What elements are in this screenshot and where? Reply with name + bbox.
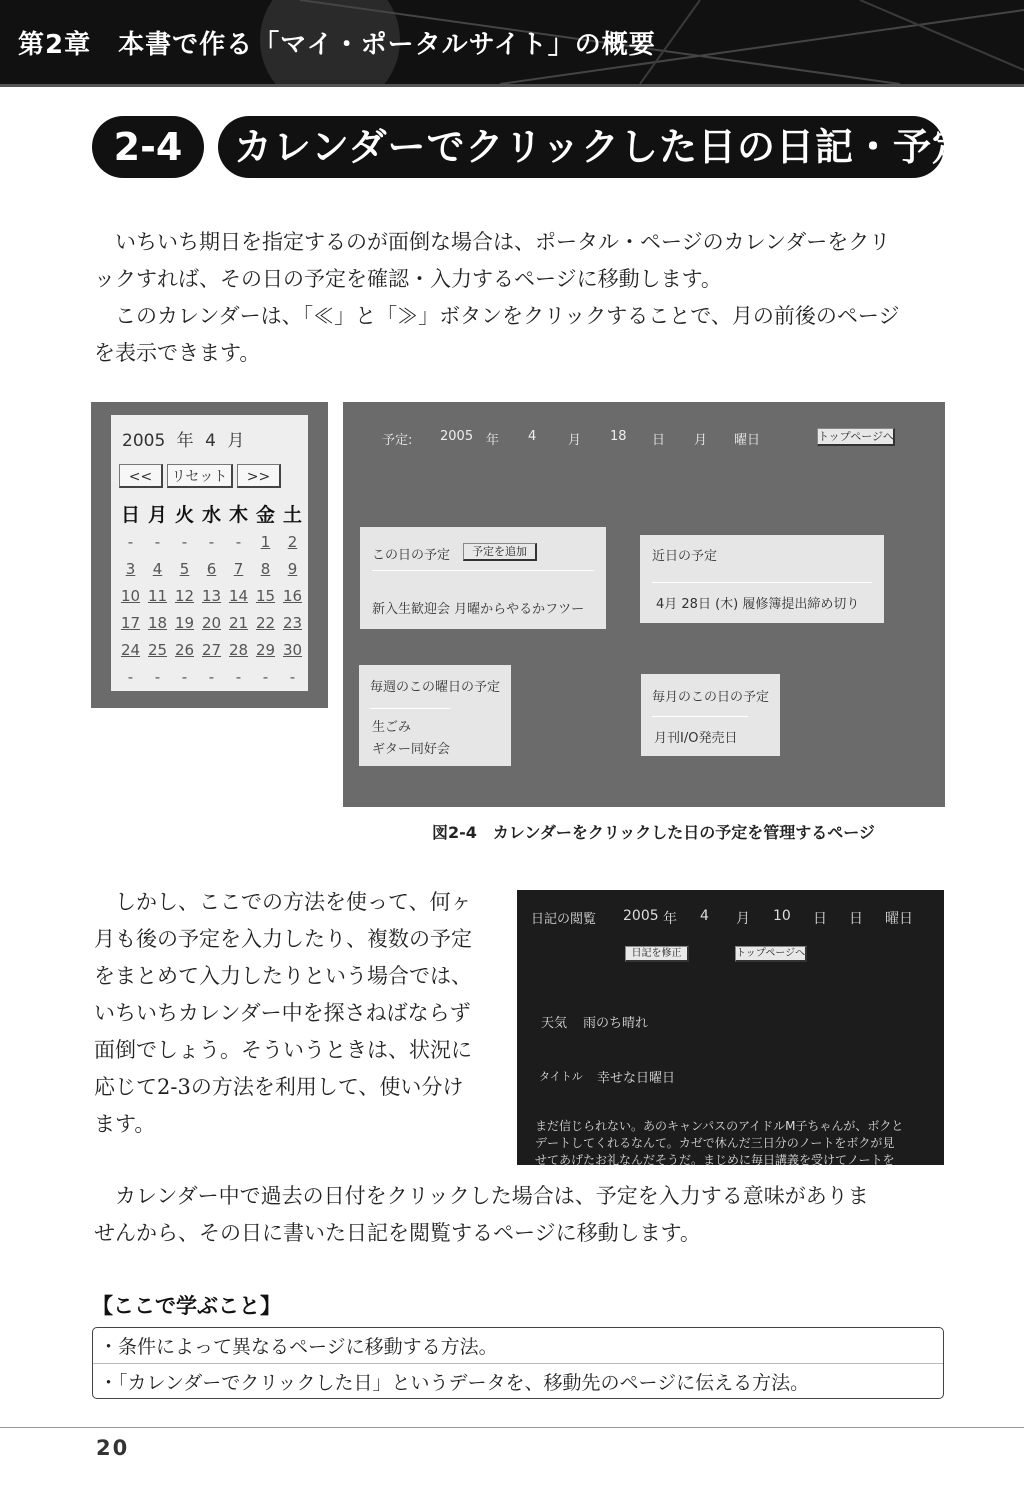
diary-body-line-2: デートしてくれるなんて。カゼで休んだ三日分のノートをボクが見 — [535, 1136, 895, 1150]
calendar-day-link[interactable]: 6 — [206, 559, 217, 578]
calendar-day-link[interactable]: 13 — [201, 586, 222, 605]
calendar-day-link[interactable]: 11 — [147, 586, 168, 605]
calendar-day-link[interactable]: 29 — [255, 640, 276, 659]
learn-item-2: ・「カレンダーでクリックした日」というデータを、移動先のページに伝える方法。 — [99, 1372, 810, 1394]
diary-year: 2005 — [623, 908, 659, 924]
calendar-day-link[interactable]: 18 — [147, 613, 168, 632]
calendar-empty-cell: - — [262, 667, 269, 686]
calendar-week-row — [117, 582, 306, 609]
weekly-schedule-item-2: ギター同好会 — [372, 742, 450, 757]
weather-label: 天気 — [541, 1016, 568, 1031]
calendar-day-link[interactable]: 7 — [233, 559, 244, 578]
upcoming-box-divider — [652, 582, 872, 583]
schedule-day: 18 — [610, 429, 627, 444]
calendar-day-link[interactable]: 24 — [120, 640, 141, 659]
schedule-top-page-button[interactable]: トップページへ — [817, 428, 895, 446]
calendar-week-row — [117, 663, 306, 690]
calendar-grid — [117, 498, 307, 690]
calendar-empty-cell: - — [208, 532, 215, 551]
weekly-schedule-title: 毎週のこの曜日の予定 — [370, 680, 501, 695]
calendar-day-link[interactable]: 15 — [255, 586, 276, 605]
intro-p1-line2: ックすれば、その日の予定を確認・入力するページに移動します。 — [94, 267, 722, 291]
calendar-empty-cell: - — [154, 532, 161, 551]
calendar-day-link[interactable]: 12 — [174, 586, 195, 605]
diary-day: 10 — [773, 908, 791, 924]
diary-year-unit: 年 — [663, 911, 677, 927]
diary-month-unit: 月 — [736, 911, 750, 927]
calendar-month-title — [122, 426, 244, 451]
today-schedule-item: 新入生歓迎会 月曜からやるかフツー — [372, 602, 585, 617]
side-line-2: 月も後の予定を入力したり、複数の予定 — [94, 927, 472, 951]
calendar-week-row — [117, 528, 306, 555]
outro-text — [94, 1178, 944, 1252]
schedule-label: 予定: — [382, 433, 413, 448]
calendar-empty-cell: - — [154, 667, 161, 686]
intro-text — [94, 224, 944, 372]
calendar-day-link[interactable]: 5 — [179, 559, 190, 578]
calendar-week-row — [117, 555, 306, 582]
calendar-month-unit: 月 — [227, 431, 245, 451]
calendar-day-link[interactable]: 28 — [228, 640, 249, 659]
learn-box — [92, 1327, 944, 1399]
outro-line-1: カレンダー中で過去の日付をクリックした場合は、予定を入力する意味がありま — [115, 1184, 869, 1208]
weekday-header-row — [117, 498, 306, 528]
calendar-day-link[interactable]: 20 — [201, 613, 222, 632]
weekday-sat: 土 — [282, 503, 302, 526]
weekly-box-divider — [370, 708, 450, 709]
calendar-day-link[interactable]: 17 — [120, 613, 141, 632]
calendar-empty-cell: - — [235, 667, 242, 686]
next-month-button[interactable]: >> — [237, 464, 281, 488]
header-rule — [0, 84, 1024, 87]
chapter-title: 第2章 本書で作る「マイ・ポータルサイト」の概要 — [18, 30, 656, 60]
side-line-4: いちいちカレンダー中を探さねばならず — [94, 1001, 471, 1025]
title-label: タイトル — [539, 1070, 583, 1083]
outro-line-2: せんから、その日に書いた日記を閲覧するページに移動します。 — [94, 1221, 701, 1245]
learn-item-1: ・条件によって異なるページに移動する方法。 — [99, 1336, 498, 1358]
schedule-month-unit: 月 — [568, 433, 582, 448]
calendar-day-link[interactable]: 22 — [255, 613, 276, 632]
weekday-mon: 月 — [147, 503, 167, 526]
calendar-empty-cell: - — [289, 667, 296, 686]
calendar-day-link[interactable]: 19 — [174, 613, 195, 632]
diary-day-unit: 日 — [813, 911, 827, 927]
learn-divider — [93, 1363, 943, 1364]
weekday-thu: 木 — [228, 503, 248, 526]
monthly-schedule-item: 月刊I/O発売日 — [654, 731, 738, 746]
side-line-6: 応じて2-3の方法を利用して、使い分け — [94, 1075, 464, 1099]
schedule-year: 2005 — [440, 429, 474, 444]
title-value: 幸せな日曜日 — [597, 1071, 676, 1086]
monthly-schedule-title: 毎月のこの日の予定 — [652, 690, 770, 705]
calendar-day-link[interactable]: 27 — [201, 640, 222, 659]
calendar-day-link[interactable]: 3 — [125, 559, 136, 578]
calendar-day-link[interactable]: 8 — [260, 559, 271, 578]
calendar-week-row — [117, 636, 306, 663]
calendar-day-link[interactable]: 2 — [287, 532, 298, 551]
side-line-3: をまとめて入力したりという場合では、 — [94, 964, 472, 988]
side-line-7: ます。 — [94, 1112, 156, 1136]
edit-diary-button[interactable]: 日記を修正 — [625, 946, 689, 962]
calendar-day-link[interactable]: 26 — [174, 640, 195, 659]
calendar-month: 4 — [205, 431, 216, 451]
schedule-day-unit: 日 — [652, 433, 666, 448]
calendar-empty-cell: - — [235, 532, 242, 551]
diary-label: 日記の閲覧 — [531, 912, 597, 927]
learn-heading: 【ここで学ぶこと】 — [92, 1294, 281, 1318]
prev-month-button[interactable]: << — [119, 464, 163, 488]
calendar-day-link[interactable]: 14 — [228, 586, 249, 605]
weekly-schedule-item-1: 生ごみ — [372, 720, 412, 735]
weekday-wed: 水 — [201, 503, 221, 526]
weekday-tue: 火 — [174, 503, 194, 526]
schedule-month: 4 — [528, 429, 537, 444]
weather-value: 雨のち晴れ — [583, 1016, 649, 1031]
page-number: 20 — [96, 1436, 130, 1460]
schedule-weekday-unit: 曜日 — [734, 433, 761, 448]
today-box-divider — [372, 570, 594, 571]
diary-screenshot — [517, 890, 944, 1165]
diary-top-page-button[interactable]: トップページへ — [735, 946, 807, 962]
calendar-week-row — [117, 609, 306, 636]
side-line-1: しかし、ここでの方法を使って、何ヶ — [115, 890, 472, 914]
diary-body — [535, 1118, 903, 1165]
calendar-day-link[interactable]: 16 — [282, 586, 303, 605]
intro-p2-line1: このカレンダーは、「≪」と「≫」ボタンをクリックすることで、月の前後のページ — [115, 304, 900, 328]
calendar-empty-cell: - — [127, 532, 134, 551]
side-paragraph — [94, 884, 500, 1143]
calendar-empty-cell: - — [181, 532, 188, 551]
upcoming-schedule-title: 近日の予定 — [652, 549, 718, 564]
schedule-weekday: 月 — [694, 433, 708, 448]
upcoming-schedule-item: 4月 28日 (木) 履修簿提出締め切り — [656, 597, 860, 612]
section-number: 2-4 — [92, 116, 204, 178]
calendar-empty-cell: - — [127, 667, 134, 686]
diary-weekday-unit: 曜日 — [885, 911, 913, 927]
calendar-day-link[interactable]: 21 — [228, 613, 249, 632]
diary-month: 4 — [700, 908, 709, 924]
schedule-year-unit: 年 — [486, 433, 500, 448]
weekday-fri: 金 — [255, 503, 275, 526]
weekday-sun: 日 — [120, 503, 140, 526]
diary-body-line-3: せてあげたお礼なんだそうだ。まじめに毎日講義を受けてノートを — [535, 1153, 895, 1165]
calendar-year-unit: 年 — [176, 431, 194, 451]
section-title: カレンダーでクリックした日の日記・予定 — [218, 116, 944, 178]
calendar-empty-cell: - — [208, 667, 215, 686]
today-schedule-title: この日の予定 — [372, 548, 451, 563]
calendar-day-link[interactable]: 23 — [282, 613, 303, 632]
calendar-day-link[interactable]: 25 — [147, 640, 168, 659]
intro-p1-line1: いちいち期日を指定するのが面倒な場合は、ポータル・ページのカレンダーをクリ — [115, 230, 891, 254]
calendar-day-link[interactable]: 1 — [260, 532, 271, 551]
calendar-empty-cell: - — [181, 667, 188, 686]
diary-weekday: 日 — [849, 911, 863, 927]
calendar-day-link[interactable]: 9 — [287, 559, 298, 578]
footer-rule — [0, 1427, 1024, 1428]
intro-p2-line2: を表示できます。 — [94, 341, 261, 365]
calendar-year: 2005 — [122, 431, 166, 451]
add-schedule-button[interactable]: 予定を追加 — [463, 543, 537, 561]
reset-button[interactable]: リセット — [167, 464, 233, 488]
figure-caption: 図2-4 カレンダーをクリックした日の予定を管理するページ — [432, 823, 875, 842]
calendar-day-link[interactable]: 30 — [282, 640, 303, 659]
side-line-5: 面倒でしょう。そういうときは、状況に — [94, 1038, 472, 1062]
monthly-box-divider — [652, 716, 748, 717]
calendar-day-link[interactable]: 4 — [152, 559, 163, 578]
calendar-days — [117, 528, 306, 690]
calendar-day-link[interactable]: 10 — [120, 586, 141, 605]
diary-body-line-1: まだ信じられない。あのキャンパスのアイドルM子ちゃんが、ボクと — [535, 1119, 904, 1133]
chapter-header-bar — [0, 0, 1024, 84]
